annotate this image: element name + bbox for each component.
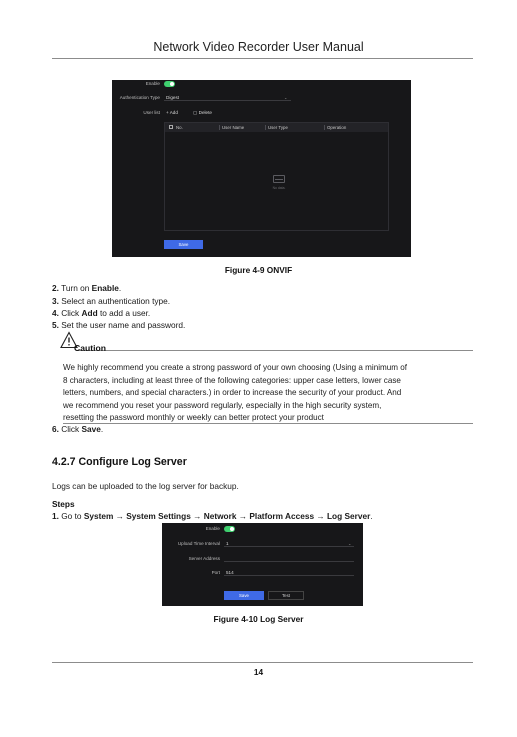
section-intro: Logs can be uploaded to the log server for backup. xyxy=(52,481,239,491)
step-item: 2. Turn on Enable. xyxy=(52,283,122,293)
auth-type-label: Authentication Type xyxy=(119,95,160,100)
server-address-label: Server Address xyxy=(188,556,220,561)
table-header xyxy=(165,123,388,132)
caution-title: Caution xyxy=(74,343,106,353)
column-header-no: No. xyxy=(176,125,183,130)
add-label: Add xyxy=(169,110,178,115)
user-table xyxy=(164,122,389,231)
header-rule xyxy=(52,58,473,59)
plus-icon: + xyxy=(166,110,170,115)
enable-label: Enable xyxy=(145,81,160,86)
empty-state-text: No data. xyxy=(272,186,286,190)
upload-interval-value: 1 xyxy=(226,541,229,546)
caution-top-rule xyxy=(78,350,473,351)
column-header-operation: Operation xyxy=(327,125,347,130)
trash-icon: ▢ xyxy=(193,110,199,115)
page-number: 14 xyxy=(253,667,264,677)
column-divider xyxy=(219,125,220,130)
running-header: Network Video Recorder User Manual xyxy=(153,40,364,54)
upload-interval-label: Upload Time Interval xyxy=(177,541,220,546)
log-enable-toggle[interactable] xyxy=(224,526,235,532)
column-header-user-type: User Type xyxy=(268,125,288,130)
step-item: 6. Click Save. xyxy=(52,424,104,434)
delete-label: Delete xyxy=(198,110,212,115)
figure-caption-onvif: Figure 4-9 ONVIF xyxy=(224,265,293,275)
caution-text: We highly recommend you create a strong password of your own choosing (Using a minimum of 8 characters, including at least three of the following categories: upper case letters, lower case letters, numbers, and special characters.) in order to increase the security of your product. And we recommend you reset your password regularly, especially in the high security system, resetting the password monthly or weekly can better protect your product xyxy=(63,363,407,423)
step-item: 3. Select an authentication type. xyxy=(52,296,171,306)
port-input[interactable] xyxy=(224,569,354,576)
server-address-input[interactable] xyxy=(224,555,354,562)
upload-interval-select[interactable] xyxy=(224,540,354,547)
log-enable-label: Enable xyxy=(205,526,220,531)
port-value: 514 xyxy=(226,570,234,575)
section-heading: 4.2.7 Configure Log Server xyxy=(52,456,187,468)
column-divider xyxy=(324,125,325,130)
footer-rule xyxy=(52,662,473,663)
auth-type-value: Digest xyxy=(166,95,180,100)
log-save-button[interactable]: Save xyxy=(224,591,264,600)
log-test-button[interactable]: Test xyxy=(268,591,304,600)
port-label: Port xyxy=(211,570,220,575)
figure-caption-log-server: Figure 4-10 Log Server xyxy=(213,614,304,624)
caution-bottom-rule xyxy=(63,423,473,424)
step-item: 1. Go to System → System Settings → Network → Platform Access → Log Server. xyxy=(52,511,373,521)
delete-button[interactable] xyxy=(193,110,212,116)
select-all-checkbox[interactable] xyxy=(169,125,173,129)
user-list-label: User list xyxy=(143,110,160,115)
enable-toggle[interactable] xyxy=(164,81,175,87)
steps-label: Steps xyxy=(52,499,75,509)
save-button[interactable]: Save xyxy=(164,240,203,249)
add-button[interactable] xyxy=(166,110,178,115)
auth-type-select[interactable] xyxy=(164,94,291,101)
column-divider xyxy=(265,125,266,130)
step-item: 4. Click Add to add a user. xyxy=(52,308,151,318)
chevron-down-icon: ⌄ xyxy=(348,541,352,546)
step-item: 5. Set the user name and password. xyxy=(52,320,186,330)
empty-inbox-icon xyxy=(273,175,285,183)
column-header-user-name: User Name xyxy=(222,125,245,130)
chevron-down-icon: ⌄ xyxy=(284,95,288,100)
